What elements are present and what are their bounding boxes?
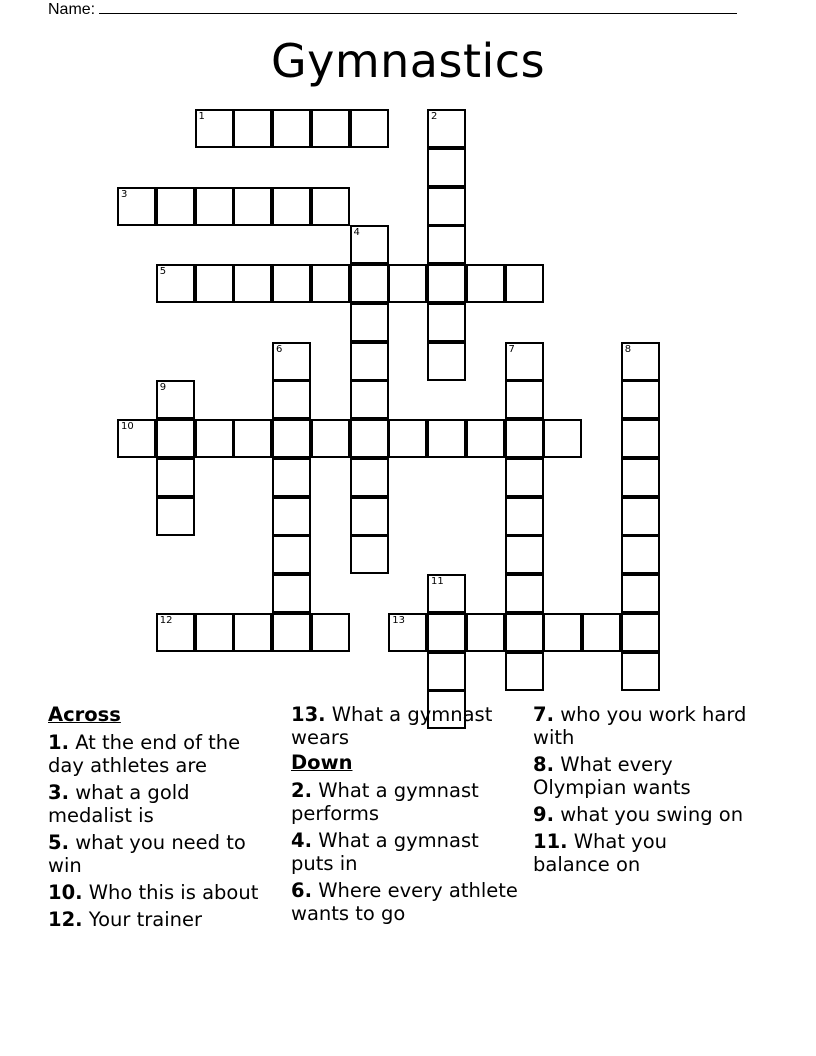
clue-down-11 bbox=[533, 830, 748, 876]
clue-number: 8. bbox=[533, 753, 554, 776]
clue-number: 13. bbox=[291, 703, 326, 726]
clue-across-12 bbox=[48, 908, 278, 931]
clue-text: What a gymnast performs bbox=[291, 779, 479, 825]
clue-text: who you work hard with bbox=[533, 703, 747, 749]
crossword-cell[interactable] bbox=[117, 419, 156, 458]
crossword-cell[interactable] bbox=[621, 380, 660, 419]
crossword-cell[interactable] bbox=[621, 342, 660, 381]
crossword-cell[interactable] bbox=[272, 535, 311, 574]
name-field[interactable] bbox=[48, 0, 737, 19]
clue-text: Where every athlete wants to go bbox=[291, 879, 518, 925]
clue-down-8 bbox=[533, 753, 748, 799]
clue-across-5 bbox=[48, 831, 278, 877]
clue-down-2 bbox=[291, 779, 521, 825]
crossword-cell[interactable] bbox=[272, 342, 311, 381]
crossword-cell[interactable] bbox=[156, 187, 195, 226]
clue-number-label: 3 bbox=[121, 188, 128, 200]
clue-number-label: 2 bbox=[431, 111, 438, 122]
crossword-cell[interactable] bbox=[427, 303, 466, 342]
crossword-cell[interactable] bbox=[388, 613, 427, 652]
clue-down-9 bbox=[533, 803, 748, 826]
clue-down-6 bbox=[291, 879, 521, 925]
crossword-cell[interactable] bbox=[427, 419, 466, 458]
clue-text: Who this is about bbox=[88, 881, 259, 904]
crossword-cell[interactable] bbox=[350, 109, 389, 148]
crossword-cell[interactable] bbox=[427, 264, 466, 303]
clue-number-label: 4 bbox=[353, 227, 360, 239]
crossword-cell[interactable] bbox=[621, 419, 660, 458]
clue-text: What every Olympian wants bbox=[533, 753, 691, 799]
clue-number: 1. bbox=[48, 731, 69, 754]
down-heading: Down bbox=[291, 751, 353, 774]
clue-number: 4. bbox=[291, 829, 312, 852]
crossword-cell[interactable] bbox=[311, 109, 350, 148]
crossword-cell[interactable] bbox=[466, 419, 505, 458]
crossword-cell[interactable] bbox=[427, 652, 466, 691]
crossword-cell[interactable] bbox=[156, 419, 195, 458]
crossword-cell[interactable] bbox=[388, 264, 427, 303]
crossword-cell[interactable] bbox=[427, 613, 466, 652]
crossword-cell[interactable] bbox=[505, 652, 544, 691]
clue-number-label: 11 bbox=[431, 576, 444, 587]
crossword-cell[interactable] bbox=[195, 264, 234, 303]
crossword-cell[interactable] bbox=[311, 419, 350, 458]
crossword-cell[interactable] bbox=[505, 342, 544, 381]
crossword-cell[interactable] bbox=[233, 613, 272, 652]
crossword-cell[interactable] bbox=[195, 187, 234, 226]
clue-number-label: 13 bbox=[392, 614, 405, 626]
clue-number: 12. bbox=[48, 908, 83, 931]
clue-number-label: 12 bbox=[159, 614, 173, 626]
crossword-cell[interactable] bbox=[272, 187, 311, 226]
clue-column-1 bbox=[48, 703, 278, 935]
clue-text: Your trainer bbox=[88, 908, 202, 931]
crossword-cell[interactable] bbox=[427, 342, 466, 381]
name-label: Name: bbox=[48, 1, 96, 18]
crossword-cell[interactable] bbox=[505, 574, 544, 613]
crossword-cell[interactable] bbox=[505, 497, 544, 536]
crossword-cell[interactable] bbox=[505, 535, 544, 574]
clue-number: 9. bbox=[533, 803, 554, 826]
crossword-cell[interactable] bbox=[311, 187, 350, 226]
crossword-cell[interactable] bbox=[350, 535, 389, 574]
clue-across-1 bbox=[48, 731, 278, 777]
clue-number-label: 10 bbox=[121, 421, 134, 432]
crossword-cell[interactable] bbox=[543, 419, 582, 458]
crossword-cell[interactable] bbox=[350, 303, 389, 342]
crossword-cell[interactable] bbox=[621, 574, 660, 613]
crossword-cell[interactable] bbox=[427, 148, 466, 187]
clue-number: 3. bbox=[48, 781, 69, 804]
clue-down-7 bbox=[533, 703, 748, 749]
crossword-cell[interactable] bbox=[621, 613, 660, 652]
crossword-cell[interactable] bbox=[156, 497, 195, 536]
crossword-cell[interactable] bbox=[427, 109, 466, 148]
crossword-cell[interactable] bbox=[195, 109, 234, 148]
name-blank-line[interactable] bbox=[99, 0, 737, 14]
crossword-cell[interactable] bbox=[156, 613, 195, 652]
crossword-cell[interactable] bbox=[621, 652, 660, 691]
clue-text: What a gymnast puts in bbox=[291, 829, 479, 875]
clue-across-10 bbox=[48, 881, 278, 904]
crossword-cell[interactable] bbox=[582, 613, 621, 652]
crossword-cell[interactable] bbox=[466, 613, 505, 652]
clue-text: What a gymnast wears bbox=[291, 703, 493, 749]
clue-text: what a gold medalist is bbox=[48, 781, 190, 827]
crossword-cell[interactable] bbox=[233, 419, 272, 458]
clue-number-label: 6 bbox=[276, 343, 283, 355]
crossword-cell[interactable] bbox=[621, 535, 660, 574]
crossword-cell[interactable] bbox=[505, 613, 544, 652]
crossword-cell[interactable] bbox=[621, 497, 660, 536]
clue-number: 6. bbox=[291, 879, 312, 902]
clue-number-label: 8 bbox=[624, 343, 632, 355]
clue-text: At the end of the day athletes are bbox=[48, 731, 241, 777]
crossword-cell[interactable] bbox=[505, 458, 544, 497]
crossword-cell[interactable] bbox=[505, 380, 544, 419]
clue-across-3 bbox=[48, 781, 278, 827]
page-title: Gymnastics bbox=[270, 34, 546, 88]
crossword-cell[interactable] bbox=[156, 458, 195, 497]
crossword-cell[interactable] bbox=[311, 264, 350, 303]
crossword-cell[interactable] bbox=[427, 574, 466, 613]
crossword-cell[interactable] bbox=[350, 419, 389, 458]
clue-number-label: 5 bbox=[159, 266, 167, 277]
crossword-cell[interactable] bbox=[272, 497, 311, 536]
clue-text: What you balance on bbox=[533, 830, 668, 876]
crossword-cell[interactable] bbox=[195, 613, 234, 652]
crossword-cell[interactable] bbox=[195, 419, 234, 458]
crossword-cell[interactable] bbox=[156, 264, 195, 303]
clue-number: 7. bbox=[533, 703, 554, 726]
crossword-cell[interactable] bbox=[272, 109, 311, 148]
crossword-cell[interactable] bbox=[388, 419, 427, 458]
crossword-cell[interactable] bbox=[543, 613, 582, 652]
crossword-cell[interactable] bbox=[427, 225, 466, 264]
clue-text: what you swing on bbox=[560, 803, 744, 826]
clue-number: 11. bbox=[533, 830, 568, 853]
clue-number: 10. bbox=[48, 881, 83, 904]
clue-column-3 bbox=[533, 703, 748, 880]
crossword-cell[interactable] bbox=[350, 497, 389, 536]
clue-number-label: 1 bbox=[198, 111, 205, 122]
clue-number: 2. bbox=[291, 779, 312, 802]
crossword-cell[interactable] bbox=[233, 109, 272, 148]
crossword-cell[interactable] bbox=[350, 342, 389, 381]
crossword-cell[interactable] bbox=[505, 419, 544, 458]
crossword-cell[interactable] bbox=[621, 458, 660, 497]
clue-number: 5. bbox=[48, 831, 69, 854]
crossword-cell[interactable] bbox=[272, 419, 311, 458]
crossword-cell[interactable] bbox=[272, 264, 311, 303]
crossword-cell[interactable] bbox=[272, 613, 311, 652]
crossword-cell[interactable] bbox=[350, 264, 389, 303]
crossword-cell[interactable] bbox=[156, 380, 195, 419]
crossword-cell[interactable] bbox=[350, 225, 389, 264]
clue-number-label: 9 bbox=[159, 382, 167, 394]
crossword-cell[interactable] bbox=[233, 264, 272, 303]
crossword-cell[interactable] bbox=[233, 187, 272, 226]
crossword-cell[interactable] bbox=[427, 187, 466, 226]
clue-number-label: 7 bbox=[508, 343, 515, 355]
crossword-cell[interactable] bbox=[350, 458, 389, 497]
across-heading: Across bbox=[48, 703, 121, 726]
crossword-cell[interactable] bbox=[117, 187, 156, 226]
crossword-cell[interactable] bbox=[272, 574, 311, 613]
crossword-cell[interactable] bbox=[350, 380, 389, 419]
clue-down-4 bbox=[291, 829, 521, 875]
crossword-cell[interactable] bbox=[272, 380, 311, 419]
crossword-cell[interactable] bbox=[311, 613, 350, 652]
clue-across-13 bbox=[291, 703, 521, 749]
crossword-cell[interactable] bbox=[466, 264, 505, 303]
clue-text: what you need to win bbox=[48, 831, 246, 877]
crossword-cell[interactable] bbox=[505, 264, 544, 303]
clue-column-2 bbox=[291, 703, 521, 929]
crossword-cell[interactable] bbox=[272, 458, 311, 497]
